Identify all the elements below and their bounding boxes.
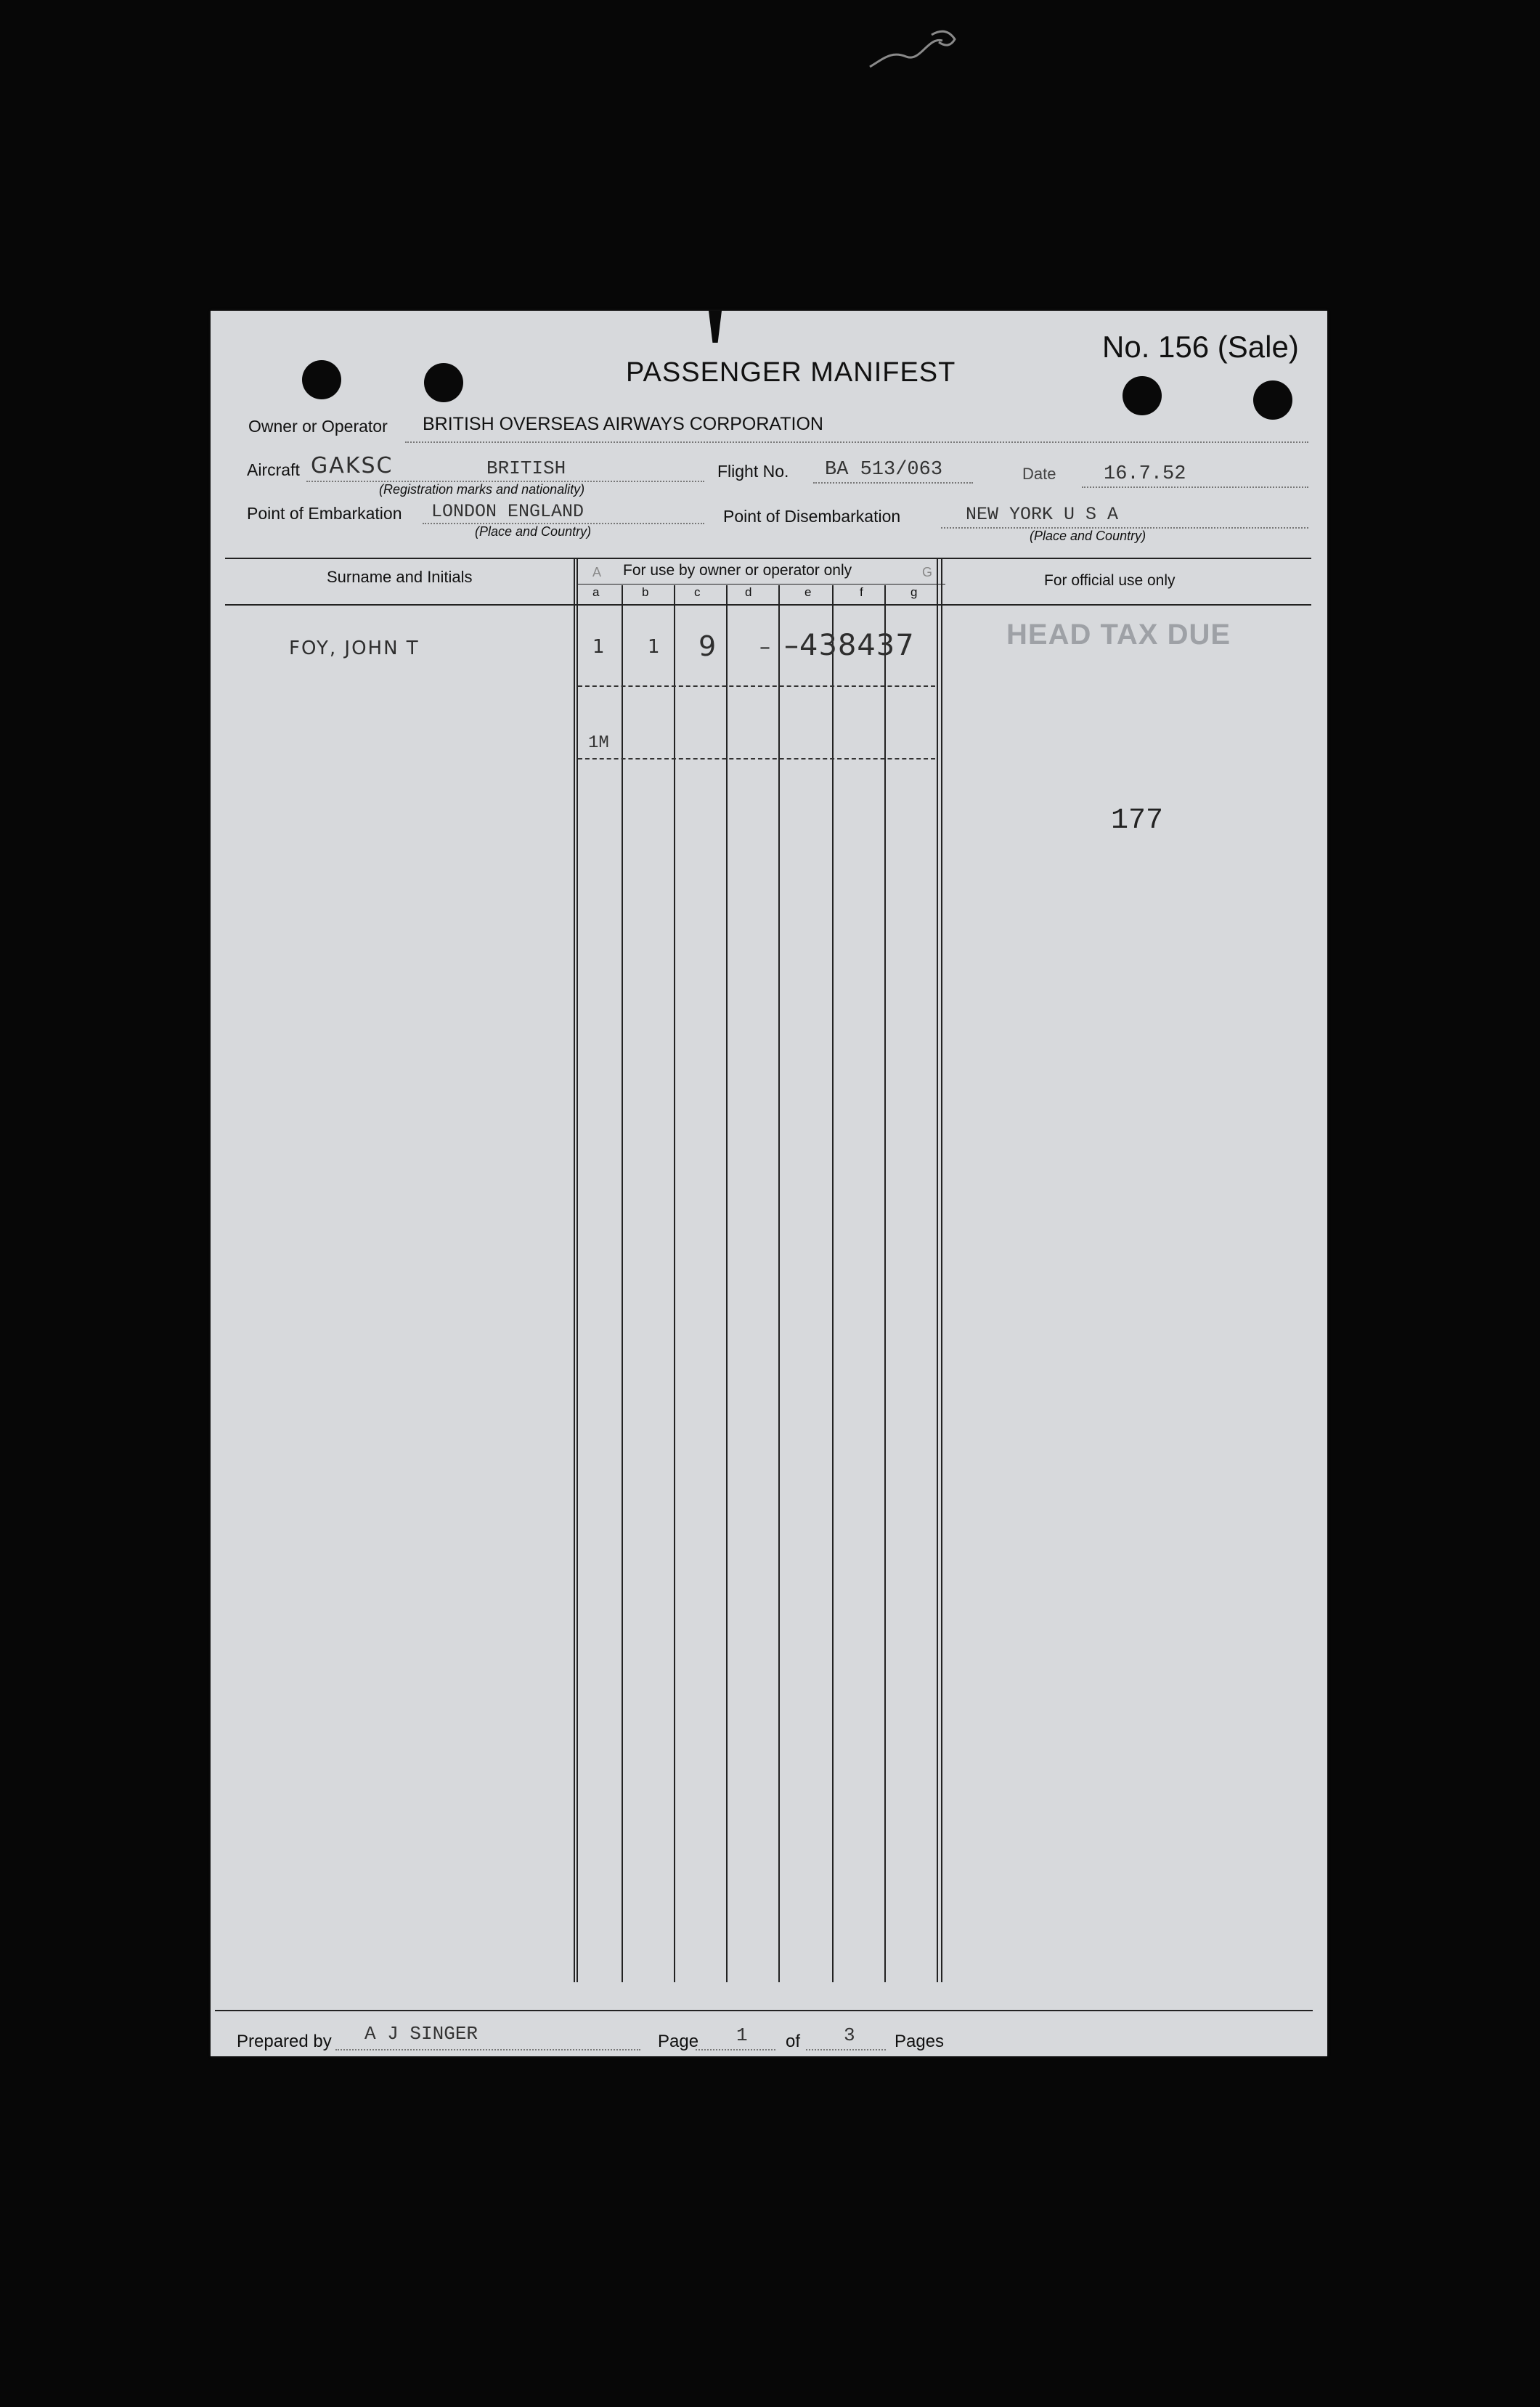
column-rule [726,585,728,1982]
surname-column-header: Surname and Initials [327,568,473,586]
subtotal-mark: 1M [588,733,609,753]
passenger-name: FOY, JOHN T [289,638,420,659]
operator-mark-a: A [592,565,602,579]
cell-ef: –438437 [784,629,915,662]
cell-c: 9 [698,630,717,662]
head-tax-stamp: HEAD TAX DUE [1006,619,1231,651]
aircraft-nationality: BRITISH [486,457,566,479]
column-rule [674,585,675,1982]
operator-column-header: For use by owner or operator only [623,562,852,579]
page-value: 1 [736,2024,748,2046]
of-label: of [786,2032,801,2051]
prepared-label: Prepared by [237,2032,332,2051]
punch-hole [1253,380,1292,420]
column-rule [832,585,834,1982]
column-rule [778,585,780,1982]
embarkation-value: LONDON ENGLAND [431,501,584,522]
disembarkation-sublabel: (Place and Country) [1030,529,1146,543]
punch-hole [424,363,463,402]
column-rule [941,559,942,1982]
punch-hole [1123,376,1162,415]
subcol-f: f [860,585,863,599]
subcol-g: g [910,585,918,599]
subcol-d: d [745,585,752,599]
flight-value: BA 513/063 [825,459,943,481]
embarkation-sublabel: (Place and Country) [475,524,592,539]
cell-a: 1 [592,636,605,658]
aircraft-sublabel: (Registration marks and nationality) [379,482,585,497]
row-separator [578,685,935,687]
disembarkation-label: Point of Disembarkation [723,507,901,526]
operator-mark-g: G [922,565,933,579]
subcol-c: c [694,585,701,599]
embarkation-label: Point of Embarkation [247,504,402,523]
prepared-value: A J SINGER [364,2023,478,2045]
official-column-header: For official use only [1044,572,1176,589]
subcol-a: a [592,585,600,599]
staple-mark [709,311,722,343]
column-rule [622,585,623,1982]
column-rule [574,559,575,1982]
subcol-b: b [642,585,649,599]
date-value: 16.7.52 [1104,463,1186,485]
top-scribble-mark [863,22,979,80]
date-label: Date [1022,465,1056,483]
aircraft-registration: GAKSC [311,453,394,478]
owner-label: Owner or Operator [248,417,388,436]
row-separator [578,758,935,759]
pages-label: Pages [895,2032,945,2051]
punch-hole [302,360,341,399]
footer-rule [215,2010,1313,2011]
manifest-page [211,311,1327,2056]
official-number: 177 [1111,805,1164,837]
column-rule [937,559,938,1982]
table-top-rule [225,558,1311,559]
disembarkation-value: NEW YORK U S A [966,504,1119,525]
flight-label: Flight No. [717,462,789,481]
page-label: Page [658,2032,699,2051]
cell-b: 1 [648,636,660,658]
aircraft-label: Aircraft [247,460,300,479]
total-pages-value: 3 [844,2024,855,2046]
column-rule [577,559,578,1982]
manifest-number: No. 156 (Sale) [1102,330,1299,364]
owner-value: BRITISH OVERSEAS AIRWAYS CORPORATION [423,414,823,434]
subcol-e: e [804,585,812,599]
column-rule [884,585,886,1982]
table-header-rule [225,604,1311,606]
page-title: PASSENGER MANIFEST [626,357,956,388]
cell-d: – [759,635,770,660]
